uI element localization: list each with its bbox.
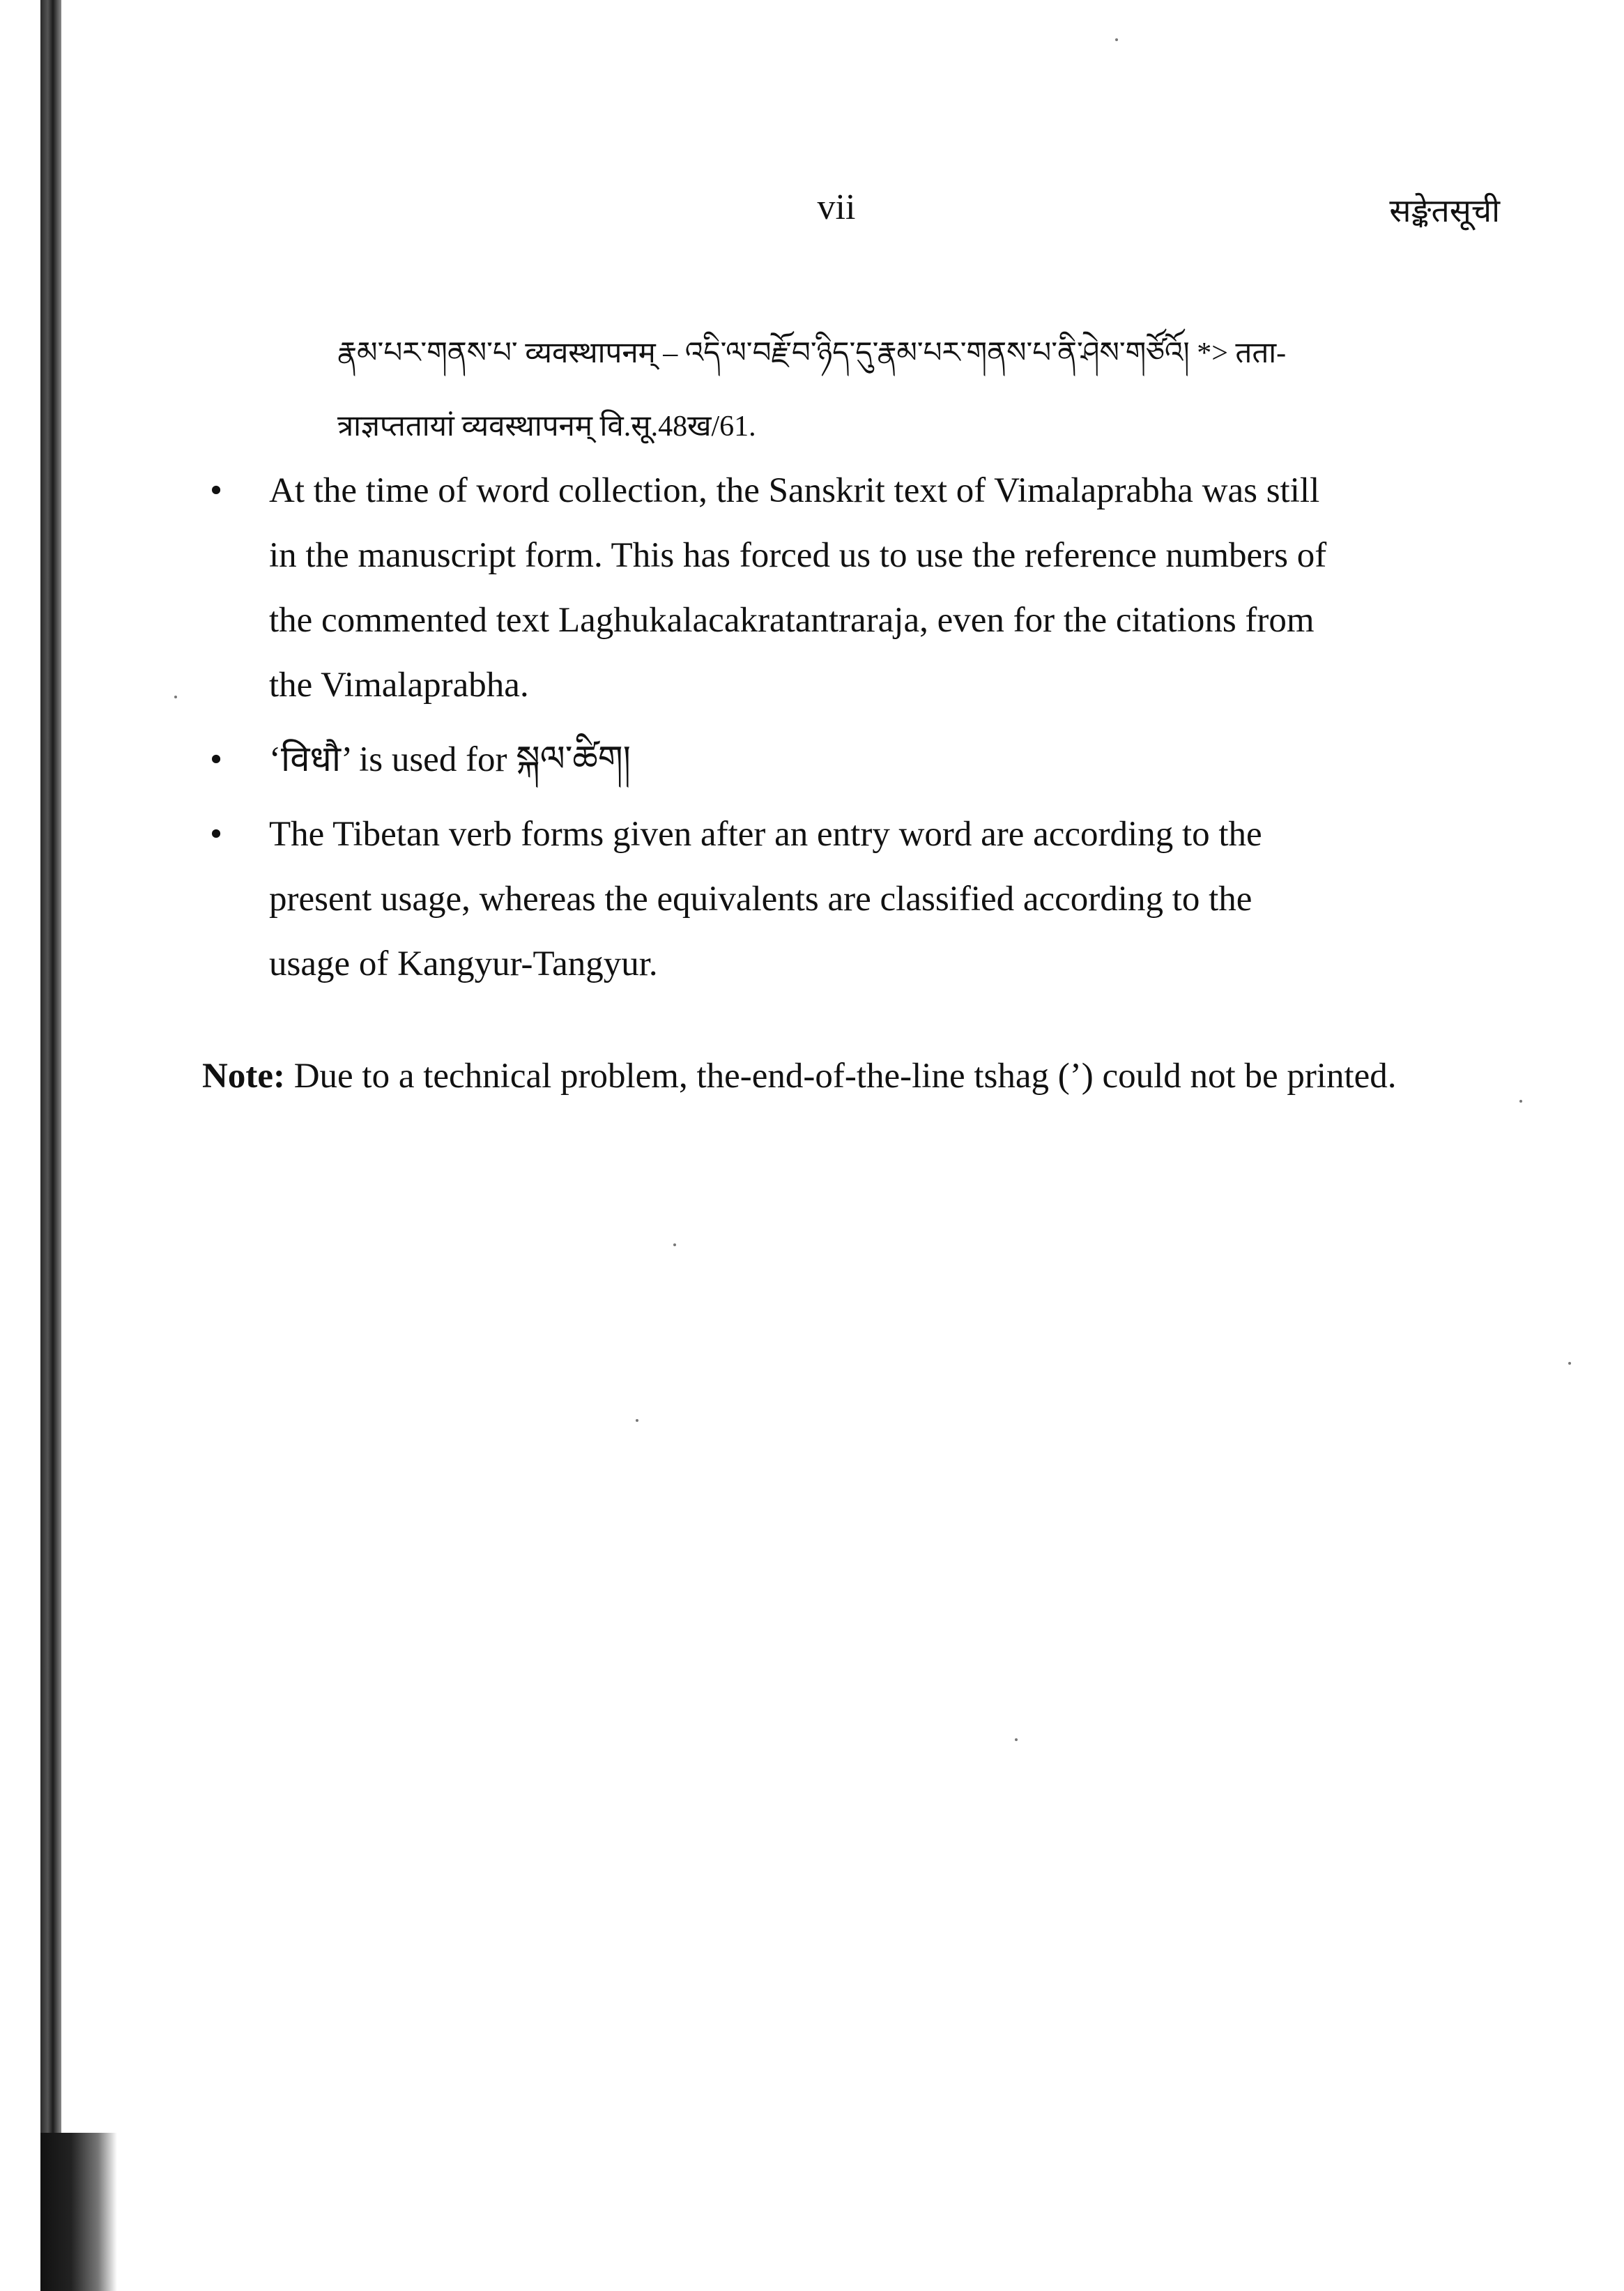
- example-entry-line-1: རྣམ་པར་གནས་པ་ व्यवस्थापनम् – འདི་ལ་བརྗོ་བ་ཉིད་དུ་རྣམ་པར་གནས་པ་ནི་ཤེས་གཙོའོ། *> तता-: [337, 337, 1287, 369]
- scan-speck: [1015, 1738, 1018, 1741]
- scan-speck: [673, 1243, 676, 1246]
- scan-speck: [174, 696, 177, 698]
- list-item-line: At the time of word collection, the Sanskrit text of Vimalaprabha was still: [269, 471, 1320, 510]
- notes-list: [202, 459, 1499, 1006]
- scan-speck: [1115, 38, 1118, 41]
- list-item-line: in the manuscript form. This has forced us to use the reference numbers of: [269, 536, 1327, 575]
- list-item: [202, 459, 1499, 718]
- scan-speck: [1519, 1100, 1522, 1103]
- list-item-line: The Tibetan verb forms given after an entry word are according to the: [269, 815, 1262, 854]
- list-item: [202, 802, 1499, 997]
- list-item-line: the Vimalaprabha.: [269, 666, 529, 705]
- bullet-icon: •: [210, 471, 222, 510]
- scan-binding-edge: [40, 0, 61, 2291]
- scan-binding-shadow: [40, 2133, 117, 2291]
- example-entry-line-2: त्राज्ञप्ततायां व्यवस्थापनम् वि.सू.48ख/61.: [337, 411, 756, 443]
- running-title: सङ्केतसूची: [1389, 193, 1500, 229]
- note-label: Note:: [202, 1057, 285, 1096]
- scan-speck: [636, 1419, 638, 1422]
- list-item-line: usage of Kangyur-Tangyur.: [269, 944, 658, 983]
- list-item-line: present usage, whereas the equivalents are classified according to the: [269, 880, 1253, 919]
- note-paragraph: [202, 1045, 1492, 1107]
- list-item-line: the commented text Laghukalacakratantraraja, even for the citations from: [269, 601, 1315, 640]
- list-item-line: ‘विधौ’ is used for སྐལ་ཚིག།: [269, 740, 631, 779]
- scan-speck: [1568, 1362, 1571, 1365]
- bullet-icon: •: [210, 740, 222, 779]
- page-number: vii: [817, 187, 856, 227]
- note-text: Due to a technical problem, the-end-of-the-line tshag (’) could not be printed.: [293, 1057, 1397, 1096]
- bullet-icon: •: [210, 815, 222, 854]
- example-entry: [337, 317, 1480, 463]
- list-item: [202, 728, 1499, 792]
